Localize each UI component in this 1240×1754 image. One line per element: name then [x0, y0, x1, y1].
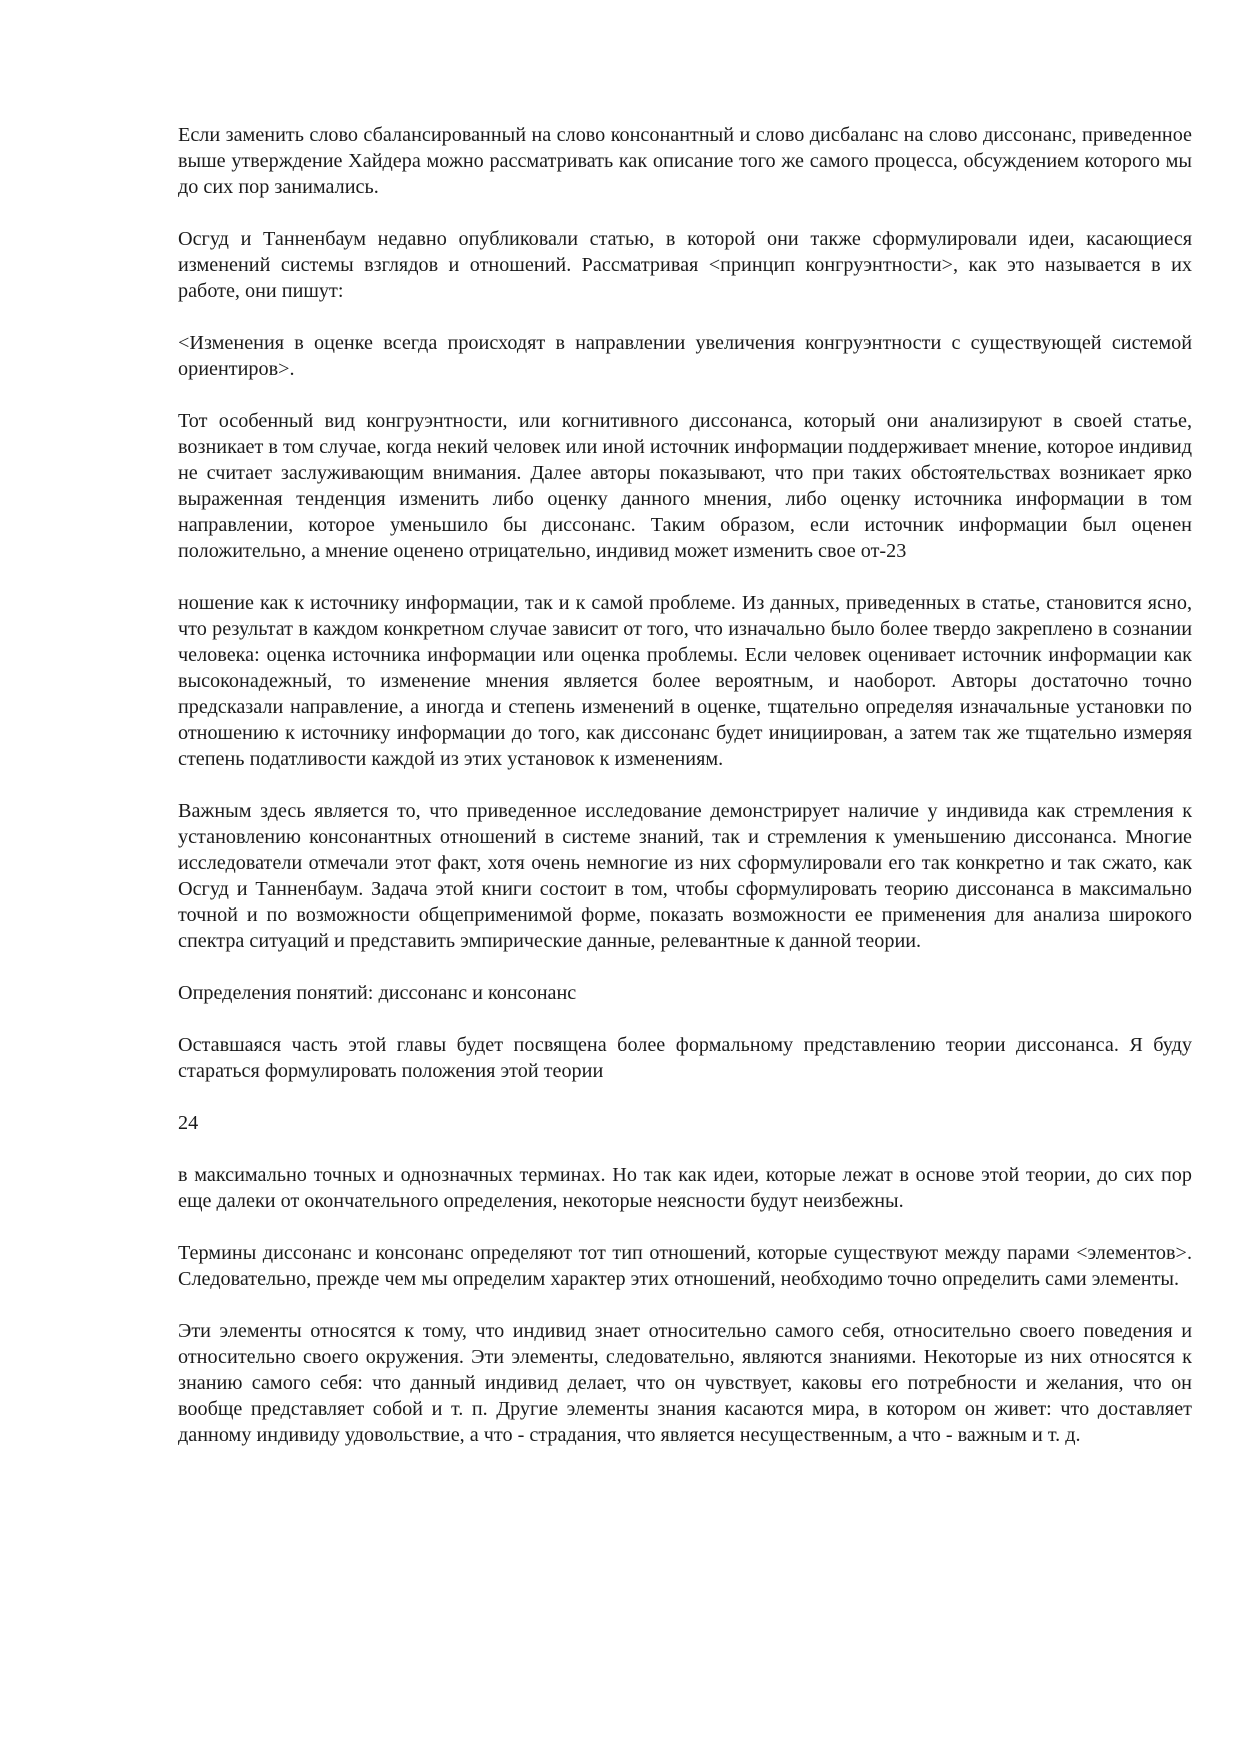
- paragraph-precise-terms: в максимально точных и однозначных терминах. Но так как идеи, которые лежат в основе этой теории, до сих пор еще далеки от окончательного определения, некоторые неясности будут неизбежны.: [178, 1164, 1192, 1212]
- paragraph-osgood-tannenbaum: Осгуд и Танненбаум недавно опубликовали статью, в которой они также сформулировали идеи, касающиеся изменений системы взглядов и отношений. Рассматривая <принцип конгруэнтности>, как это называется в их работе, они пишут:: [178, 228, 1192, 302]
- section-heading: Определения понятий: диссонанс и консонанс: [178, 982, 577, 1004]
- paragraph-elements: Эти элементы относятся к тому, что индивид знает относительно самого себя, относительно своего поведения и относительно своего окружения. Эти элементы, следовательно, являются знаниями. Некоторые из них относятся к знанию самого себя: что данный индивид делает, что он чувствует, каковы его потребности и желания, что он вообще представляет собой и т. п. Другие элементы знания касаются мира, в котором он живет: что доставляет данному индивиду удовольствие, а что - страдания, что является несущественным, а что - важным и т. д.: [178, 1320, 1192, 1446]
- paragraph-important: Важным здесь является то, что приведенное исследование демонстрирует наличие у индивида как стремления к установлению консонантных отношений в системе знаний, так и стремления к уменьшению диссонанса. Многие исследователи отмечали этот факт, хотя очень немногие из них сформулировали его так конкретно и так сжато, как Осгуд и Танненбаум. Задача этой книги состоит в том, чтобы сформулировать теорию диссонанса в максимально точной и по возможности общеприменимой форме, показать возможности ее применения для анализа широкого спектра ситуаций и представить эмпирические данные, релевантные к данной теории.: [178, 800, 1192, 952]
- paragraph-terms-definition: Термины диссонанс и консонанс определяют тот тип отношений, которые существуют между парами <элементов>. Следовательно, прежде чем мы определим характер этих отношений, необходимо точно определить сами элементы.: [178, 1242, 1192, 1290]
- paragraph-source-attitude: ношение как к источнику информации, так и к самой проблеме. Из данных, приведенных в статье, становится ясно, что результат в каждом конкретном случае зависит от того, что изначально было более твердо закреплено в сознании человека: оценка источника информации или оценка проблемы. Если человек оценивает источник информации как высоконадежный, то изменение мнения является более вероятным, и наоборот. Авторы достаточно точно предсказали направление, а иногда и степень изменений в оценке, тщательно определяя изначальные установки по отношению к источнику информации до того, как диссонанс будет инициирован, а затем так же тщательно измеряя степень податливости каждой из этих установок к изменениям.: [178, 592, 1192, 770]
- document-page: [178, 122, 1192, 1448]
- paragraph-quote: <Изменения в оценке всегда происходят в направлении увеличения конгруэнтности с существующей системой ориентиров>.: [178, 332, 1192, 380]
- paragraph-remaining-chapter: Оставшаяся часть этой главы будет посвящена более формальному представлению теории диссонанса. Я буду стараться формулировать положения этой теории: [178, 1034, 1192, 1082]
- page-number: 24: [178, 1112, 199, 1134]
- paragraph-heider-balance: Если заменить слово сбалансированный на слово консонантный и слово дисбаланс на слово диссонанс, приведенное выше утверждение Хайдера можно рассматривать как описание того же самого процесса, обсуждением которого мы до сих пор занимались.: [178, 124, 1192, 198]
- paragraph-congruence: Тот особенный вид конгруэнтности, или когнитивного диссонанса, который они анализируют в своей статье, возникает в том случае, когда некий человек или иной источник информации поддерживает мнение, которое индивид не считает заслуживающим внимания. Далее авторы показывают, что при таких обстоятельствах возникает ярко выраженная тенденция изменить либо оценку данного мнения, либо оценку источника информации в том направлении, которое уменьшило бы диссонанс. Таким образом, если источник информации был оценен положительно, а мнение оценено отрицательно, индивид может изменить свое от-23: [178, 410, 1192, 562]
